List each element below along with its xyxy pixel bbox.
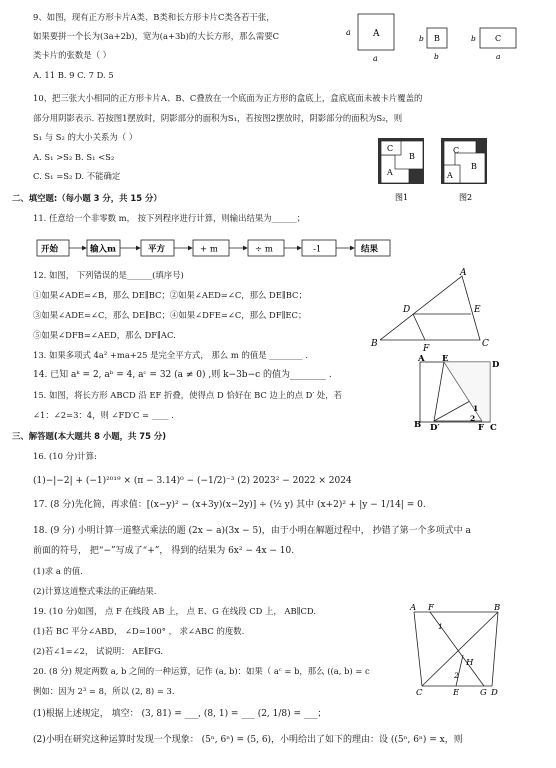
q10-line1: 10、把三张大小相同的正方形卡片A、B、C叠放在一个底面为正方形的盒底上，盒底底面未被卡片覆盖的 bbox=[33, 93, 423, 103]
q20-line2: 例如：因为 2³ = 8，所以 (2, 8) = 3. bbox=[33, 686, 175, 696]
q10-options-row1: A. S₁ >S₂ B. S₁ <S₂ bbox=[33, 152, 115, 162]
q19-angle-2: 2 bbox=[454, 671, 459, 680]
q19-angle-1: 1 bbox=[438, 622, 443, 631]
q18-line3: (1)求 a 的值. bbox=[33, 566, 83, 576]
card-c-bottom: a bbox=[496, 52, 501, 61]
svg-text:开始: 开始 bbox=[41, 244, 59, 255]
svg-text:结果: 结果 bbox=[361, 244, 379, 255]
q9-line2: 如果要拼一个长为(3a+2b)，宽为(a+3b)的大长方形，那么需要C bbox=[33, 31, 280, 41]
q12-triangle-figure bbox=[368, 268, 498, 354]
q19-label-e: E bbox=[453, 688, 460, 697]
q15-angle-1: 1 bbox=[473, 404, 479, 413]
flow-plus-m bbox=[193, 240, 229, 256]
flow-divide-m bbox=[248, 240, 284, 256]
q11-flowchart bbox=[36, 239, 392, 257]
card-b bbox=[419, 28, 447, 61]
q12-line3: ③如果∠ADE=∠C，那么 DE∥BC；④如果∠DFE=∠C，那么 DF∥EC； bbox=[33, 310, 307, 320]
card-a bbox=[346, 14, 394, 63]
q15-label-d-prime: D′ bbox=[430, 423, 440, 431]
q15-line1: 15. 如图，将长方形 ABCD 沿 EF 折叠，使得点 D 恰好在 BC 边上的点 D′ 处，若 bbox=[33, 390, 343, 400]
q16-expression: (1)−|−2| + (−1)²⁰¹⁹ × (π − 3.14)⁰ − (−1/2)⁻³ (2) 2023² − 2022 × 2024 bbox=[33, 476, 352, 486]
q10-figure-1 bbox=[378, 138, 424, 202]
fig1-label-a: A bbox=[387, 168, 393, 177]
flow-result bbox=[355, 240, 390, 256]
flow-minus-one bbox=[302, 240, 336, 256]
q15-label-f: F bbox=[478, 423, 485, 431]
q18-line2: 前面的符号， 把“−”写成了“+”， 得到的结果为 6x² − 4x − 10. bbox=[33, 546, 295, 556]
fig1-label-c: C bbox=[387, 144, 394, 153]
q12-label-e: E bbox=[474, 305, 481, 315]
q12-label-a: A bbox=[460, 268, 467, 278]
flow-square bbox=[141, 240, 174, 256]
card-a-bottom: a bbox=[373, 54, 378, 63]
card-c-side: b bbox=[471, 34, 476, 43]
q12-label-d: D bbox=[403, 305, 411, 315]
card-c-label: C bbox=[495, 34, 502, 43]
card-b-bottom: b bbox=[434, 52, 439, 61]
q10-options-row2: C. S₁ =S₂ D. 不能确定 bbox=[33, 171, 121, 181]
card-c bbox=[471, 28, 516, 61]
q19-label-h: H bbox=[466, 658, 474, 668]
q18-line1: 18. (9 分) 小明计算一道整式乘法的题 (2x − a)(3x − 5)，由于小明在解题过程中， 抄错了第一个多项式中 a bbox=[33, 526, 471, 536]
q12-label-c: C bbox=[482, 339, 489, 349]
q15-label-c: C bbox=[490, 423, 497, 431]
q16-title: 16. (10 分)计算: bbox=[33, 451, 97, 461]
q10-line3: S₁ 与 S₂ 的大小关系为（ ） bbox=[33, 132, 138, 142]
q17-text: 17. (8 分)先化简，再求值：[(x−y)² − (x+3y)(x−2y)] ÷ (½ y) 其中 (x+2)² + |y − 1/14| = 0. bbox=[33, 500, 426, 510]
q15-label-e: E bbox=[442, 355, 449, 364]
flow-start bbox=[37, 240, 69, 256]
q15-line2: ∠1：∠2=3：4，则 ∠FD′C = ____ . bbox=[33, 410, 174, 420]
q11-text: 11. 任意给一个非零数 m， 按下列程序进行计算，则输出结果为______； bbox=[33, 213, 306, 223]
q15-angle-2: 2 bbox=[470, 414, 476, 423]
q19-label-b: B bbox=[494, 603, 501, 613]
q10-box-figures bbox=[375, 135, 495, 205]
svg-text:-1: -1 bbox=[313, 244, 322, 255]
q19-label-g: G bbox=[480, 688, 487, 697]
q19-label-a: A bbox=[410, 603, 417, 613]
q20-line1: 20. (8 分) 规定两数 a, b 之间的一种运算，记作 (a, b)：如果（ aᶜ = b，那么 ((a, b) = c bbox=[33, 666, 370, 676]
q12-label-f: F bbox=[423, 344, 430, 354]
svg-text:+ m: + m bbox=[200, 244, 218, 255]
q20-line3: (1)根据上述规定， 填空： (3, 81) = ___, (8, 1) = ___ (2, 1/8) = ___； bbox=[33, 709, 327, 719]
fig2-label-b: B bbox=[471, 162, 477, 171]
q19-label-d: D bbox=[491, 688, 498, 697]
q18-line4: (2)计算这道整式乘法的正确结果. bbox=[33, 586, 157, 596]
fig1-caption: 图1 bbox=[395, 193, 409, 202]
fig2-caption: 图2 bbox=[459, 193, 473, 202]
card-a-label: A bbox=[373, 29, 380, 39]
section-answer: 三、解答题(本大题共 8 小题，共 75 分) bbox=[12, 431, 167, 441]
q12-line1: 12. 如图， 下列错误的是______(填序号) bbox=[33, 270, 184, 280]
q10-figure-2 bbox=[441, 138, 487, 202]
q9-card-figure bbox=[344, 12, 524, 64]
q20-line4: (2)小明在研究这种运算时发现一个现象： (5ⁿ, 6ⁿ) = (5, 6)，小明给出了如下的理由：设 ((5ⁿ, 6ⁿ) = x，则 bbox=[33, 735, 463, 745]
q13-text: 13. 如果多项式 4a² +ma+25 是完全平方式， 那么 m 的值是 ________ . bbox=[33, 350, 309, 360]
q14-text: 14. 已知 aᵏ = 2, aᵇ = 4, aᶜ = 32 (a ≠ 0) ,则 k−3b−c 的值为________ . bbox=[33, 370, 332, 380]
q12-line4: ⑤如果∠DFB=∠AED，那么 DF∥AC. bbox=[33, 330, 176, 340]
q9-line1: 9、如图，现有正方形卡片A类、B类和长方形卡片C类各若干张， bbox=[33, 12, 275, 22]
flow-input bbox=[87, 240, 120, 256]
fig1-label-b: B bbox=[409, 152, 415, 161]
fig2-label-c: C bbox=[453, 146, 460, 155]
card-b-label: B bbox=[434, 34, 440, 43]
q19-line2: (1)若 BC 平分∠ABD， ∠D=100° ， 求∠ABC 的度数. bbox=[33, 626, 245, 636]
q15-label-d: D bbox=[492, 360, 500, 370]
q15-label-b: B bbox=[414, 420, 422, 430]
q19-label-f: F bbox=[428, 603, 434, 613]
svg-text:平方: 平方 bbox=[148, 244, 166, 255]
card-b-side: b bbox=[419, 34, 424, 43]
q10-line2: 部分用阴影表示. 若按图1摆放时，阴影部分的面积为S₁，若按图2摆放时，阴影部分的面积为S₂，则 bbox=[33, 113, 403, 123]
card-a-side: a bbox=[346, 28, 351, 37]
q19-line3: (2)若∠1=∠2， 试说明： AE∥FG. bbox=[33, 646, 164, 656]
q19-parallel-figure bbox=[408, 603, 504, 697]
svg-text:输入m: 输入m bbox=[90, 244, 116, 255]
q19-label-c: C bbox=[416, 688, 423, 697]
section-fill-in: 二、填空题:（每小题 3 分，共 15 分） bbox=[12, 193, 162, 203]
q9-line3: 类卡片的张数是（ ） bbox=[33, 50, 112, 60]
q19-line1: 19. (10 分)如图， 点 F 在线段 AB 上， 点 E、G 在线段 CD 上， AB∥CD. bbox=[33, 606, 316, 616]
svg-text:÷ m: ÷ m bbox=[255, 244, 273, 255]
q15-fold-figure bbox=[410, 355, 502, 431]
fig2-label-a: A bbox=[447, 171, 453, 180]
q9-options: A. 11 B. 9 C. 7 D. 5 bbox=[33, 70, 114, 80]
q15-label-a: A bbox=[418, 355, 425, 364]
q12-line2: ①如果∠ADE=∠B，那么 DE∥BC；②如果∠AED=∠C，那么 DE∥BC； bbox=[33, 290, 307, 300]
q12-label-b: B bbox=[371, 339, 378, 349]
